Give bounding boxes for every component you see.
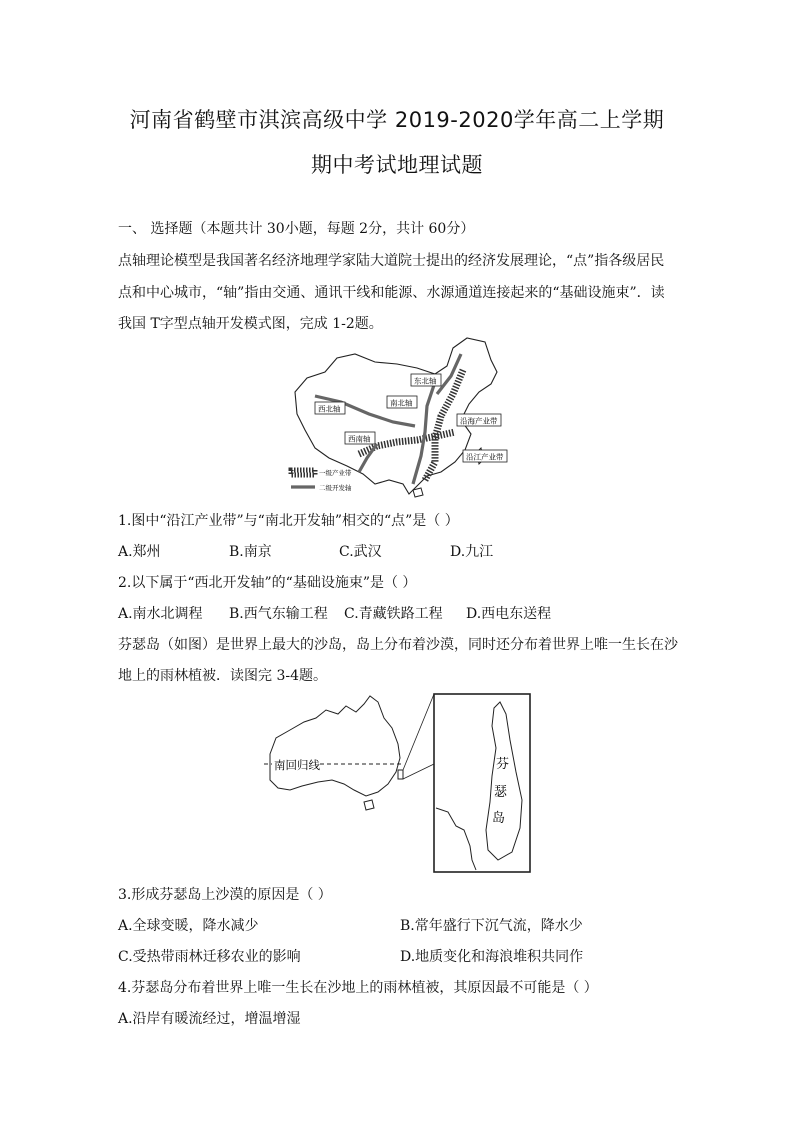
fraser-island-map: [260, 692, 535, 876]
intro-line-2: 点和中心城市，“轴”指由交通、通讯干线和能源、水源通道连接起来的“基础设施束”．读: [118, 285, 665, 301]
legend-level2: 二级开发轴: [319, 484, 352, 492]
q1-option-a: A.郑州: [118, 544, 161, 560]
q3-option-b: B.常年盛行下沉气流，降水少: [400, 918, 583, 934]
china-point-axis-map: [285, 334, 525, 504]
q3-stem: 3.形成芬瑟岛上沙漠的原因是（ ）: [118, 887, 332, 903]
q2-option-d: D.西电东送程: [466, 606, 552, 622]
q2-option-c: C.青藏铁路工程: [344, 606, 443, 622]
q1-stem: 1.图中“沿江产业带”与“南北开发轴”相交的“点”是（ ）: [118, 513, 459, 529]
label-northwest: 西北轴: [318, 404, 341, 414]
q3-option-a: A.全球变暖，降水减少: [118, 918, 259, 934]
tasmania: [364, 800, 374, 810]
q2-stem: 2.以下属于“西北开发轴”的“基础设施束”是（ ）: [118, 575, 417, 591]
island-char-3: 岛: [492, 811, 506, 826]
inset-frame: [434, 694, 530, 872]
q1-option-d: D.九江: [450, 544, 494, 560]
callout-line-top: [403, 694, 434, 770]
intro-line-3: 我国 T字型点轴开发模式图，完成 1-2题。: [118, 316, 383, 332]
locator-box: [398, 770, 403, 779]
australia-outline: [270, 696, 400, 796]
section-heading: 一、 选择题（本题共计 30小题，每题 2分，共计 60分）: [118, 221, 475, 237]
q4-option-a: A.沿岸有暖流经过，增温增湿: [118, 1011, 301, 1027]
island-char-1: 芬: [496, 757, 510, 772]
q4-stem: 4.芬瑟岛分布着世界上唯一生长在沙地上的雨林植被，其原因最不可能是（ ）: [118, 980, 598, 996]
intro2-line-2: 地上的雨林植被．读图完 3-4题。: [118, 668, 327, 684]
exam-title-line1: 河南省鹤壁市淇滨高级中学 2019-2020学年高二上学期: [129, 108, 665, 132]
intro2-line-1: 芬瑟岛（如图）是世界上最大的沙岛，岛上分布着沙漠，同时还分布着世界上唯一生长在沙: [118, 637, 678, 653]
southwest-axis: [359, 444, 377, 472]
exam-title-line2: 期中考试地理试题: [311, 153, 483, 177]
label-northeast: 东北轴: [414, 376, 437, 386]
legend-level1: 一级产业带: [319, 469, 352, 477]
q2-option-a: A.南水北调程: [118, 606, 203, 622]
intro-line-1: 点轴理论模型是我国著名经济地理学家陆大道院士提出的经济发展理论，“点”指各级居民: [118, 253, 665, 269]
island-char-2: 瑟: [494, 785, 508, 800]
hainan-island: [413, 488, 423, 497]
q1-option-b: B.南京: [229, 544, 272, 560]
label-southnorth: 南北轴: [390, 398, 413, 408]
q3-option-d: D.地质变化和海浪堆积共同作: [400, 949, 584, 965]
tropic-label: 南回归线: [274, 758, 320, 772]
callout-line-bottom: [403, 764, 434, 779]
q2-option-b: B.西气东输工程: [229, 606, 328, 622]
q3-option-c: C.受热带雨林迁移农业的影响: [118, 949, 301, 965]
label-coastal: 沿海产业带: [460, 416, 498, 426]
mainland-coast: [436, 808, 476, 870]
label-yangtze: 沿江产业带: [466, 452, 504, 462]
q1-option-c: C.武汉: [339, 544, 382, 560]
fraser-island-outline: [486, 702, 522, 860]
label-southwest: 西南轴: [348, 434, 371, 444]
legend-level1-swatch: [291, 470, 315, 475]
